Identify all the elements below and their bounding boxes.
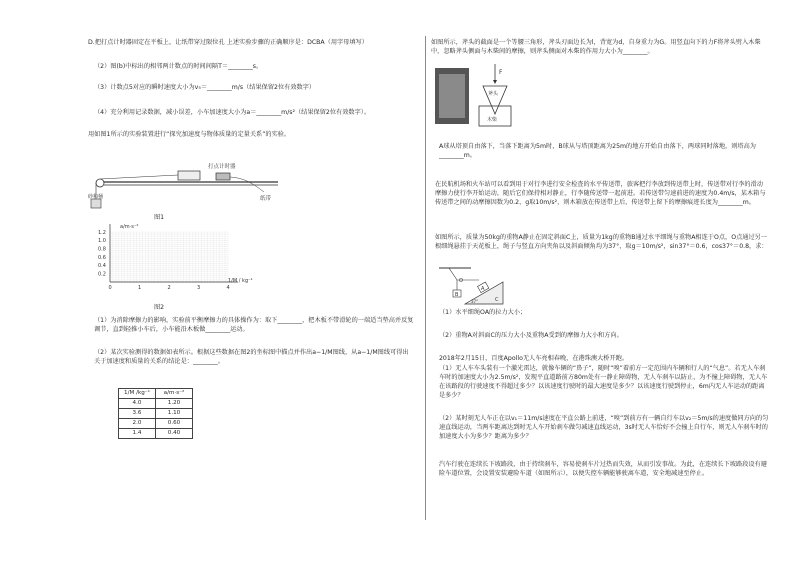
figure-1-caption: 图1	[154, 214, 165, 221]
q-intro: D.把打点计时器固定在平板上，让纸带穿过限位孔 上述实验步骤的正确顺序是：DCBA（用字母填写）	[88, 39, 368, 46]
table-row	[119, 409, 193, 419]
table-header-row	[119, 389, 193, 399]
apparatus-figure	[88, 142, 288, 212]
apollo-q2: （2）某时刻无人车正在以v₁＝11m/s速度在平直公路上前进，“嗅”到前方有一辆自行车以v₂＝5m/s的速度做同方向的匀速直线运动，当两车距离达到时无人车开始刹车做匀减速直线运动，3s时无人车恰好不会撞上自行车，则无人车刹车时的加速度大小为多少？距离为多少？	[439, 415, 769, 440]
timer-icon	[216, 173, 230, 180]
table-cell: 1.20	[156, 399, 193, 409]
point-o-label: O	[459, 278, 463, 284]
y-tick-label: 1.0	[98, 238, 106, 245]
bucket-label: 砂和桶	[88, 194, 104, 200]
table-cell: 0.60	[156, 419, 193, 429]
y-tick-label: 0.4	[98, 263, 106, 270]
x-tick-label: 1	[138, 285, 142, 291]
axe-problem: 如图所示，斧头的截面是一个等腰三角形，斧头刃面边长为l，背宽为d，自身重力为G。用竖直向下的力F将斧头劈入木柴中，忽略斧头侧面与木柴间的摩擦，则斧头侧面对木柴的作用力大小为________。	[431, 39, 761, 55]
table-row	[119, 429, 193, 439]
table-cell: 3.6	[119, 409, 156, 419]
table-header: a/m·s⁻²	[156, 389, 193, 399]
chart-axes	[110, 224, 238, 282]
question-3: （3）计数点5对应的瞬时速度大小为v₅＝________m/s（结果保留2位有效数字）	[94, 84, 316, 91]
timer-label: 打点计时器	[208, 164, 236, 170]
figure-2-caption: 图2	[154, 304, 165, 311]
table-cell: 0.40	[156, 429, 193, 439]
question-2: （2）图(b)中标出的相邻两计数点的时间间隔T＝________s。	[94, 63, 263, 70]
y-tick-label: 1.2	[98, 229, 106, 236]
chart-x-label: 1/M / kg⁻¹	[228, 278, 253, 284]
tape-label: 纸带	[260, 196, 272, 202]
table-header: 1/M /kg⁻¹	[119, 389, 156, 399]
pulley-icon	[96, 179, 104, 187]
x-tick-label: 0	[108, 285, 112, 291]
table-row	[119, 419, 193, 429]
incline-c-label: C	[495, 297, 499, 303]
data-table	[118, 388, 193, 439]
axe-label: 斧头	[488, 91, 499, 97]
wood-block-icon	[479, 106, 511, 126]
column-divider	[425, 36, 426, 520]
experiment-intro: 用如图1所示的实验装置进行“探究加速度与物体质量的定量关系”的实验。	[88, 131, 291, 138]
table-row	[119, 399, 193, 409]
y-tick-label: 0.8	[98, 246, 106, 253]
angle-label: 37°	[471, 299, 479, 304]
incline-problem: 如图所示，质量为50kg的重物A静止在固定斜面C上，质量为1kg的重物B通过水平细绳与重物A相连于O点，O点通过另一根细绳悬挂于天花板上，绳子与竖直方向夹角以及斜面倾角均为37°，取g＝10m/s²，sin37°＝0.6，cos37°＝0.8，求：	[435, 234, 768, 250]
apollo-intro: 2018年2月15日，百度Apollo无人车亮相春晚，在港珠澳大桥开跑。	[439, 355, 629, 362]
sand-bucket-icon	[91, 199, 101, 208]
question-friction: （1）为消除摩擦力的影响，实验前平衡摩擦力的具体操作为：取下________，把木板不带滑轮的一端适当垫高并反复调节，直到轻推小车后，小车能沿木板做________运动。	[94, 317, 414, 333]
table-cell: 4.0	[119, 399, 156, 409]
x-tick-label: 4	[226, 285, 230, 291]
wood-label: 木柴	[487, 117, 498, 123]
table-cell: 2.0	[119, 419, 156, 429]
y-tick-label: 0.2	[98, 271, 106, 278]
question-data: （2）某次实验测得的数据如表所示。根据这些数据在图2的坐标图中描点并作出a−1/M图线，从a−1/M图线可得出关于加速度和质量的关系的结论是：________。	[94, 349, 409, 365]
acceleration-chart	[90, 220, 253, 300]
force-label: F	[499, 69, 503, 76]
question-4: （4）充分利用记录数据，减小误差，小车加速度大小为a＝________m/s²（结果保留2位有效数字）。	[94, 109, 371, 116]
incline-figure	[435, 266, 507, 306]
table-cell: 1.10	[156, 409, 193, 419]
conveyor-problem: 在民航机场和火车站可以看到用于对行李进行安全检查的水平传送带，旅客把行李放到传送带上时，传送带对行李的滑动摩擦力使行李开始运动，随后它们保持相对静止，行李随传送带一起前进。若传送带匀速前进的速度为0.4m/s，某木箱与传送带之间的动摩擦因数为0.2，g取10m/s²，则木箱放在传送带上后，传送带上留下的摩擦痕迹长度为________m。	[435, 181, 766, 206]
apollo-q1: （1）无人车车头装有一个激光雷达，就像车辆的“鼻子”，随时“嗅”着前方一定范围内车辆和行人的“气息”。若无人车刹车时的加速度大小为2.5m/s²，发现平直道路前方80m处有一静止障碍物，无人车刹车以防止，为不撞上障碍物，无人车在该路段的行驶速度不得超过多少？以该速度行驶时的最大速度是多少？以该速度行驶到停止，6m内无人车运动的距离是多少？	[439, 365, 768, 399]
y-tick-label: 0.6	[98, 254, 106, 261]
table-cell: 1.4	[119, 429, 156, 439]
incline-q2: （2）重物A对斜面C的压力大小及重物A受到的摩擦力大小和方向。	[439, 332, 623, 339]
incline-q1: （1）水平细绳OA的拉力大小；	[439, 309, 527, 316]
axe-figure	[435, 62, 525, 130]
weight-b-label: B	[455, 292, 459, 298]
force-arrow-icon	[493, 80, 497, 84]
x-tick-label: 2	[167, 285, 171, 291]
chart-grid	[110, 232, 228, 282]
cart-icon	[178, 171, 200, 180]
weight-a-label: A	[481, 286, 485, 292]
chart-y-label: a/m·s⁻²	[120, 224, 139, 230]
tower-problem: A球从塔顶自由落下，当落下距离为5m时，B球从与塔顶距离为25m的地方开始自由落下，两球同时落地，则塔高为________m。	[439, 143, 756, 159]
x-tick-label: 3	[197, 285, 201, 291]
runaway-lane-problem: 汽车行驶在连续长下坡路段，由于持续刹车，容易使刹车片过热而失效，从而引发事故。为此，在连续长下坡路段设有避险车道位置，会设置安装避险车道（如图所示），以便失控车辆能够驶离车道，安全地减速至停止。	[439, 461, 767, 477]
